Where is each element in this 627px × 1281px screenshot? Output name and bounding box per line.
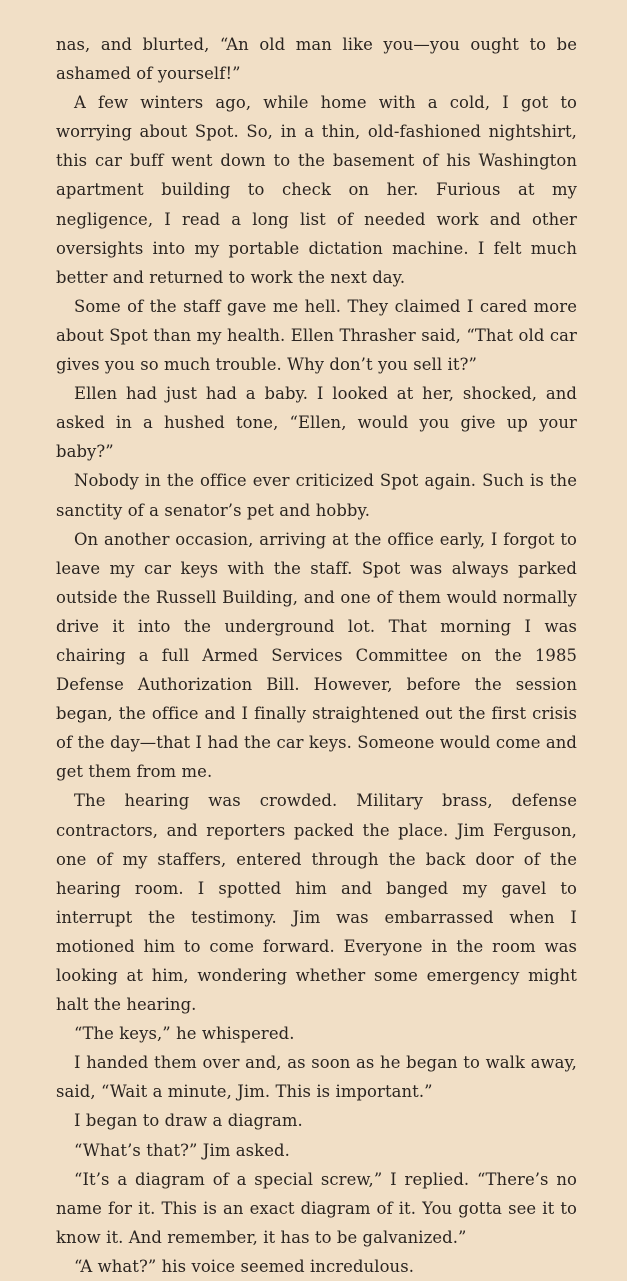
paragraph-continuation: nas, and blurted, “An old man like you—you ought to be ashamed of yourself!” (56, 35, 577, 84)
paragraph-wait-minute: I handed them over and, as soon as he began to walk away, said, “Wait a minute, Jim. This is important.” (56, 1053, 577, 1102)
paragraph-sanctity: Nobody in the office ever criticized Spot again. Such is the sanctity of a senator’s pet and hobby. (56, 471, 577, 520)
paragraph-ellen-baby: Ellen had just had a baby. I looked at her, shocked, and asked in a hushed tone, “Ellen, would you give up your baby?” (56, 384, 577, 462)
paragraph-a-what: “A what?” his voice seemed incredulous. (74, 1256, 415, 1276)
paragraph-hearing: The hearing was crowded. Military brass, defense contractors, and reporters packed the place. Jim Ferguson, one of my staffers, entered through the back door of the hearing room. I spotted him and banged my gavel to interrupt the testimony. Jim was embarrassed when I motioned him to come forward. Everyone in the room was looking at him, wondering whether some emergency might halt the hearing. (56, 791, 577, 1015)
paragraph-special-screw: “It’s a diagram of a special screw,” I replied. “There’s no name for it. This is an exact diagram of it. You gotta see it to know it. And remember, it has to be galvanized.” (56, 1169, 577, 1247)
paragraph-staff-complaint: Some of the staff gave me hell. They claimed I cared more about Spot than my health. Ellen Thrasher said, “That old car gives you so much trouble. Why don’t you sell it?” (56, 296, 577, 375)
paragraph-car-keys: On another occasion, arriving at the office early, I forgot to leave my car keys with the staff. Spot was always parked outside the Russell Building, and one of them would normally drive it into the underground lot. That morning I was chairing a full Armed Services Committee on the 1985 Defense Authorization Bill. However, before the session began, the office and I finally straightened out the first crisis of the day—that I had the car keys. Someone would come and get them from me. (56, 529, 577, 782)
paragraph-draw-diagram: I began to draw a diagram. (74, 1111, 303, 1131)
paragraph-keys-whisper: “The keys,” he whispered. (74, 1024, 295, 1044)
paragraph-spot-basement: A few winters ago, while home with a cold, I got to worrying about Spot. So, in a thin, old-fashioned nightshirt, this car buff went down to the basement of his Washington apartment building to check on her. Furious at my negligence, I read a long list of needed work and other oversights into my portable dictation machine. I felt much better and returned to work the next day. (56, 93, 577, 287)
paragraph-whats-that: “What’s that?” Jim asked. (74, 1140, 290, 1160)
